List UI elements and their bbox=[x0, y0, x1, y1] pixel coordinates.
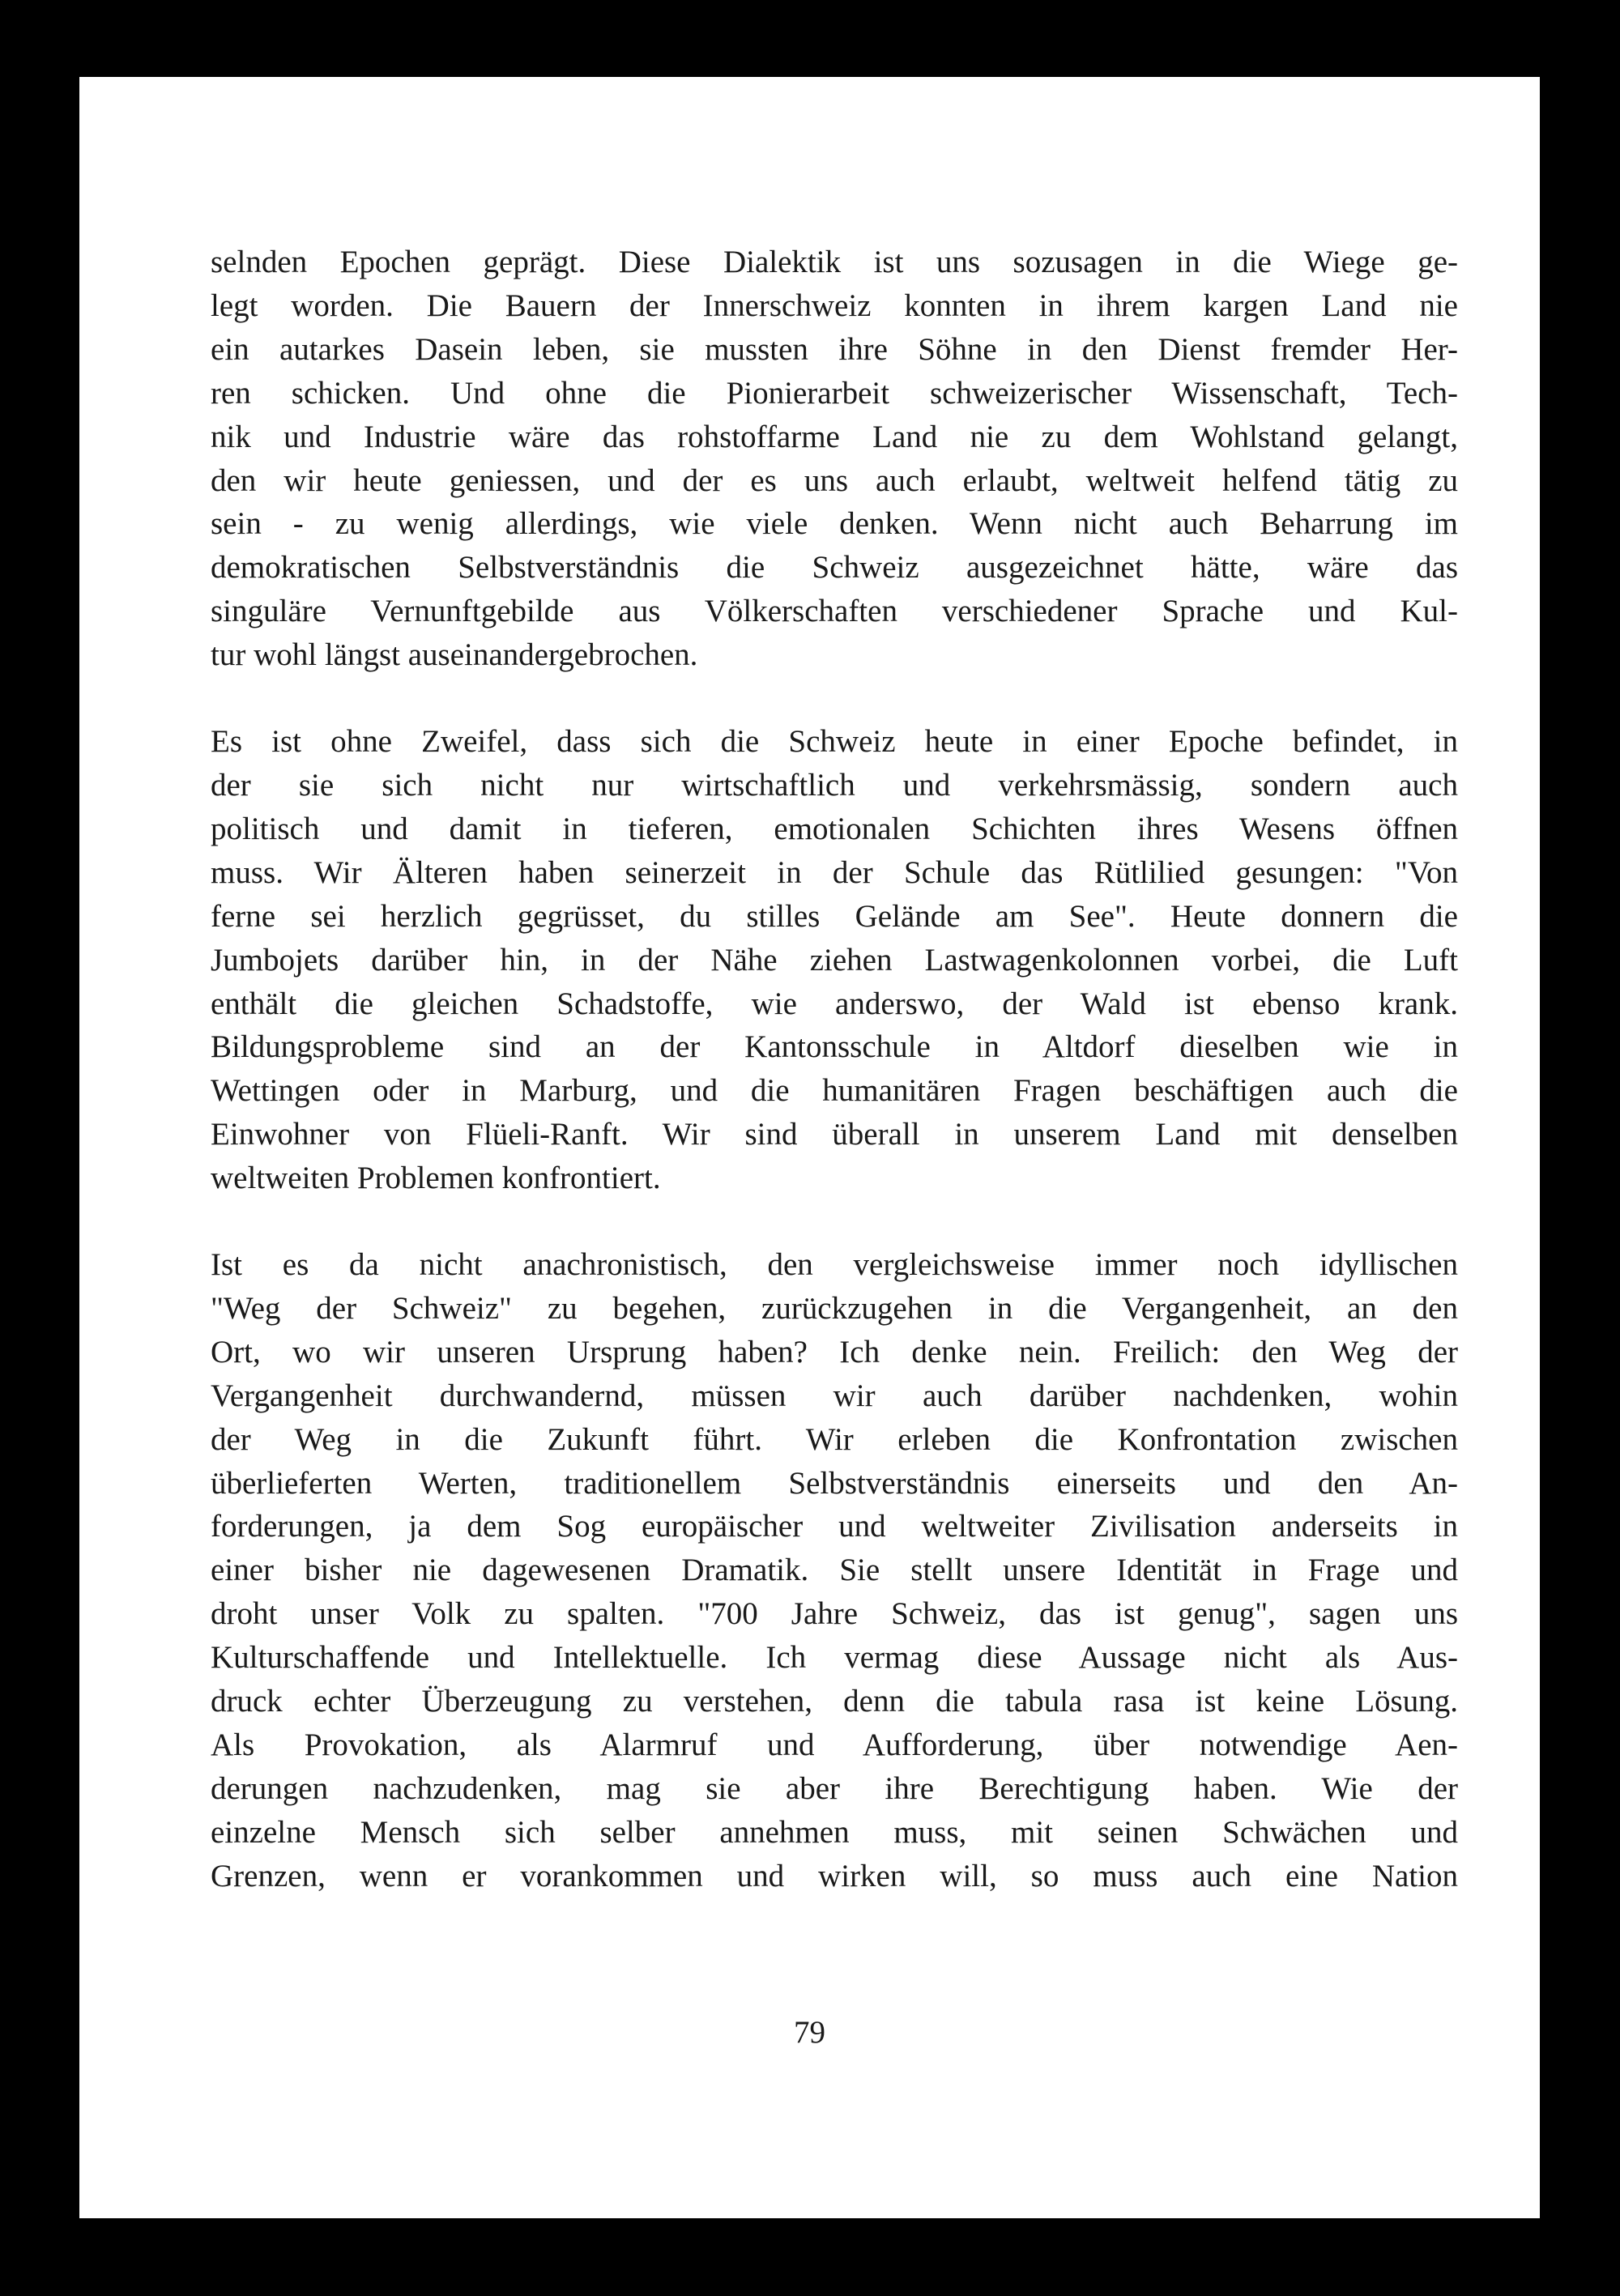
text-line: muss. Wir Älteren haben seinerzeit in der Schule das Rütlilied gesungen: "Von bbox=[211, 854, 1458, 890]
text-line: Ort, wo wir unseren Ursprung haben? Ich denke nein. Freilich: den Weg der bbox=[211, 1334, 1458, 1370]
text-line: legt worden. Die Bauern der Innerschweiz konnten in ihrem kargen Land nie bbox=[211, 288, 1458, 323]
text-line: ferne sei herzlich gegrüsset, du stilles Gelände am See". Heute donnern die bbox=[211, 898, 1458, 934]
text-line: droht unser Volk zu spalten. "700 Jahre Schweiz, das ist genug", sagen uns bbox=[211, 1596, 1458, 1632]
text-line: überlieferten Werten, traditionellem Selbstverständnis einerseits und den An- bbox=[211, 1465, 1458, 1501]
body-text bbox=[211, 241, 1458, 1898]
text-line: weltweiten Problemen konfrontiert. bbox=[211, 1161, 661, 1196]
text-line: forderungen, ja dem Sog europäischer und weltweiter Zivilisation anderseits in bbox=[211, 1509, 1458, 1544]
paragraph-3 bbox=[211, 1243, 1458, 1898]
text-line: ren schicken. Und ohne die Pionierarbeit schweizerischer Wissenschaft, Tech- bbox=[211, 375, 1458, 411]
page-number: 79 bbox=[794, 2015, 825, 2050]
text-line: Kulturschaffende und Intellektuelle. Ich vermag diese Aussage nicht als Aus- bbox=[211, 1640, 1458, 1676]
text-line: singuläre Vernunftgebilde aus Völkerschaften verschiedener Sprache und Kul- bbox=[211, 594, 1458, 629]
text-line: politisch und damit in tieferen, emotionalen Schichten ihres Wesens öffnen bbox=[211, 811, 1458, 846]
text-line: Jumbojets darüber hin, in der Nähe ziehen Lastwagenkolonnen vorbei, die Luft bbox=[211, 942, 1458, 978]
text-line: einer bisher nie dagewesenen Dramatik. Sie stellt unsere Identität in Frage und bbox=[211, 1553, 1458, 1588]
text-line: Wettingen oder in Marburg, und die humanitären Fragen beschäftigen auch die bbox=[211, 1073, 1458, 1109]
text-line: der sie sich nicht nur wirtschaftlich und verkehrsmässig, sondern auch bbox=[211, 767, 1458, 803]
text-line: ein autarkes Dasein leben, sie mussten ihre Söhne in den Dienst fremder Her- bbox=[211, 331, 1458, 367]
text-line: druck echter Überzeugung zu verstehen, denn die tabula rasa ist keine Lösung. bbox=[211, 1684, 1458, 1719]
text-line: der Weg in die Zukunft führt. Wir erleben die Konfrontation zwischen bbox=[211, 1421, 1458, 1457]
text-line: Als Provokation, als Alarmruf und Aufforderung, über notwendige Aen- bbox=[211, 1727, 1458, 1762]
text-line: Vergangenheit durchwandernd, müssen wir auch darüber nachdenken, wohin bbox=[211, 1378, 1458, 1413]
text-line: "Weg der Schweiz" zu begehen, zurückzugehen in die Vergangenheit, an den bbox=[211, 1290, 1458, 1326]
document-page bbox=[79, 77, 1540, 2218]
text-line: Bildungsprobleme sind an der Kantonsschule in Altdorf dieselben wie in bbox=[211, 1029, 1458, 1065]
text-line: nik und Industrie wäre das rohstoffarme Land nie zu dem Wohlstand gelangt, bbox=[211, 419, 1458, 454]
paragraph-1 bbox=[211, 241, 1458, 677]
text-line: selnden Epochen geprägt. Diese Dialektik ist uns sozusagen in die Wiege ge- bbox=[211, 245, 1458, 279]
text-line: sein - zu wenig allerdings, wie viele denken. Wenn nicht auch Beharrung im bbox=[211, 506, 1458, 542]
text-line: derungen nachzudenken, mag sie aber ihre Berechtigung haben. Wie der bbox=[211, 1770, 1458, 1806]
text-line: den wir heute geniessen, und der es uns auch erlaubt, weltweit helfend tätig zu bbox=[211, 462, 1458, 498]
text-line: tur wohl längst auseinandergebrochen. bbox=[211, 637, 698, 673]
text-line: Es ist ohne Zweifel, dass sich die Schweiz heute in einer Epoche befindet, in bbox=[211, 724, 1458, 760]
text-line: demokratischen Selbstverständnis die Schweiz ausgezeichnet hätte, wäre das bbox=[211, 550, 1458, 586]
text-line: enthält die gleichen Schadstoffe, wie anderswo, der Wald ist ebenso krank. bbox=[211, 986, 1458, 1021]
paragraph-2 bbox=[211, 720, 1458, 1200]
text-line: Grenzen, wenn er vorankommen und wirken will, so muss auch eine Nation bbox=[211, 1858, 1458, 1893]
text-line: Ist es da nicht anachronistisch, den vergleichsweise immer noch idyllischen bbox=[211, 1247, 1458, 1283]
text-line: Einwohner von Flüeli-Ranft. Wir sind überall in unserem Land mit denselben bbox=[211, 1117, 1458, 1152]
text-line: einzelne Mensch sich selber annehmen muss, mit seinen Schwächen und bbox=[211, 1814, 1458, 1850]
